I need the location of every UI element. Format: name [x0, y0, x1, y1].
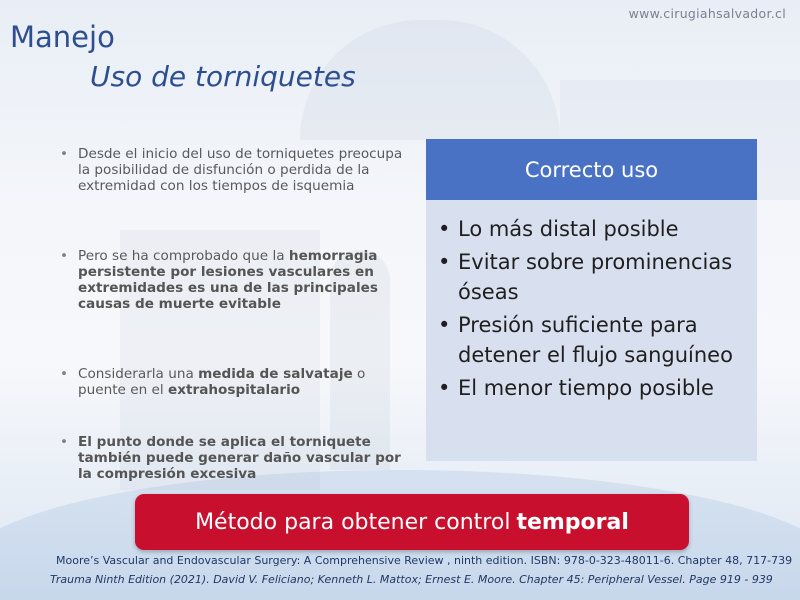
bullet-item — [60, 434, 410, 482]
panel-item — [438, 373, 753, 403]
bullet-item — [60, 146, 410, 194]
panel-item — [438, 247, 753, 307]
bullet-item — [60, 366, 410, 398]
bullet-item — [60, 248, 410, 312]
bullet-dot-icon: • — [60, 248, 69, 264]
reference-1: Moore’s Vascular and Endovascular Surgery: A Comprehensive Review , ninth edition. ISBN: 978-0-323-48011-6. Chapter 48, 717-739 — [56, 554, 793, 567]
bullet-dot-icon: • — [438, 376, 451, 400]
bullet-text: Considerarla una — [78, 366, 199, 382]
reference-2: Trauma Ninth Edition (2021). David V. Feliciano; Kenneth L. Mattox; Ernest E. Moore. Chapter 45: Peripheral Vessel. Page 919 - 939 — [50, 573, 773, 586]
bullet-dot-icon: • — [438, 313, 451, 337]
slide-subtitle: Uso de torniquetes — [90, 60, 356, 93]
bullet-emphasis: El punto donde se aplica el torniquete también puede generar daño vascular por la compresión excesiva — [78, 434, 401, 482]
panel-list — [438, 214, 753, 406]
bullet-dot-icon: • — [60, 366, 69, 382]
bullet-dot-icon: • — [438, 217, 451, 241]
correct-use-panel — [426, 139, 757, 461]
panel-body — [426, 200, 757, 461]
bullet-text: Pero se ha comprobado que la — [78, 248, 289, 264]
panel-item-text: Lo más distal posible — [458, 217, 679, 241]
bullet-emphasis: medida de salvataje — [198, 366, 353, 382]
bullet-dot-icon: • — [60, 146, 69, 162]
bullet-emphasis: extrahospitalario — [168, 382, 301, 398]
bullet-dot-icon: • — [60, 434, 69, 450]
bullet-text: o puente en el — [78, 366, 366, 398]
banner-emphasis: temporal — [516, 509, 629, 535]
bullet-emphasis: hemorragia persistente por lesiones vasculares en extremidades es una de las principales causas de muerte evitable — [78, 248, 378, 312]
panel-item-text: Presión suficiente para detener el flujo sanguíneo — [458, 313, 733, 367]
panel-item-text: El menor tiempo posible — [458, 376, 714, 400]
site-url: www.cirugiahsalvador.cl — [628, 6, 786, 21]
panel-title: Correcto uso — [426, 139, 757, 200]
panel-item-text: Evitar sobre prominencias óseas — [458, 250, 733, 304]
method-banner — [135, 494, 689, 550]
banner-text: Método para obtener control — [195, 509, 511, 535]
slide-title: Manejo — [10, 20, 115, 54]
panel-item — [438, 214, 753, 244]
panel-item — [438, 310, 753, 370]
bullet-text: Desde el inicio del uso de torniquetes preocupa la posibilidad de disfunción o perdida de la extremidad con los tiempos de isquemia — [78, 146, 403, 194]
bullet-dot-icon: • — [438, 250, 451, 274]
